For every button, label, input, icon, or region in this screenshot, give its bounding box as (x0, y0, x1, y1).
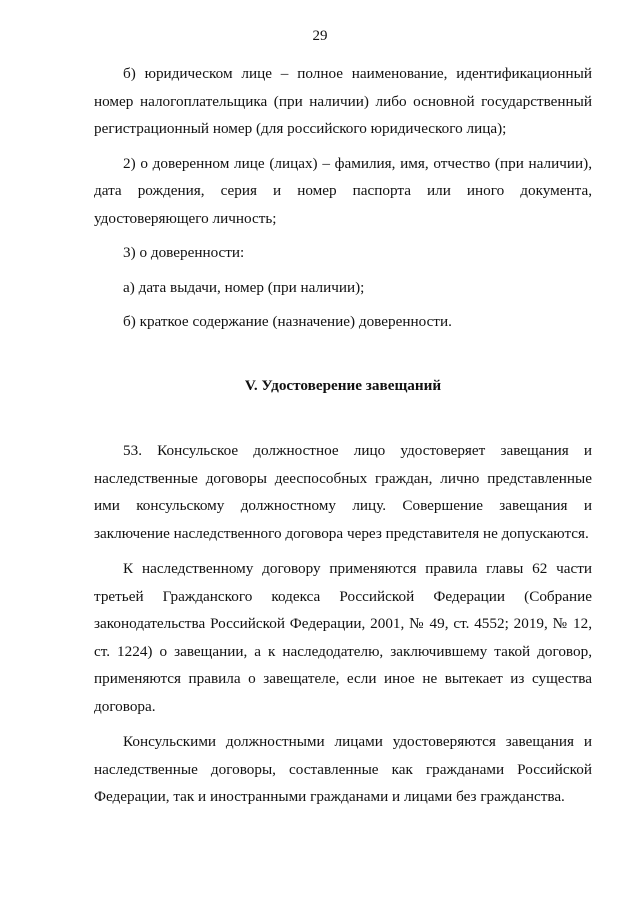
item-legal-entity: б) юридическом лице – полное наименование, идентификационный номер налогоплательщика (при наличии) либо основной государственный регистрационный номер (для российского юридического лица); (94, 65, 592, 137)
page-content (94, 60, 592, 811)
section-heading: V. Удостоверение завещаний (244, 376, 442, 394)
item-power-of-attorney: 3) о доверенности: (123, 244, 245, 261)
paragraph-53: 53. Консульское должностное лицо удостоверяет завещания и наследственные договоры дееспособных граждан, лично представленные ими консульскому должностному лицу. Совершение завещания и заключение наследственного договора через представителя не допускаются. (94, 442, 592, 542)
page-number: 29 (312, 28, 328, 44)
item-summary: б) краткое содержание (назначение) доверенности. (123, 313, 452, 330)
paragraph-inheritance-contract: К наследственному договору применяются правила главы 62 части третьей Гражданского кодекса Российской Федерации (Собрание законодательства Российской Федерации, 2001, № 49, ст. 4552; 2019, № 12, ст. 1224) о завещании, а к наследодателю, заключившему такой договор, применяются правила о завещателе, если иное не вытекает из существа договора. (94, 560, 592, 715)
item-issue-date: а) дата выдачи, номер (при наличии); (123, 278, 365, 296)
paragraph-consular-officers: Консульскими должностными лицами удостоверяются завещания и наследственные договоры, составленные как гражданами Российской Федерации, так и иностранными гражданами и лицами без гражданства. (94, 733, 592, 805)
item-trusted-person: 2) о доверенном лице (лицах) – фамилия, имя, отчество (при наличии), дата рождения, серия и номер паспорта или иного документа, удостоверяющего личность; (94, 154, 592, 227)
